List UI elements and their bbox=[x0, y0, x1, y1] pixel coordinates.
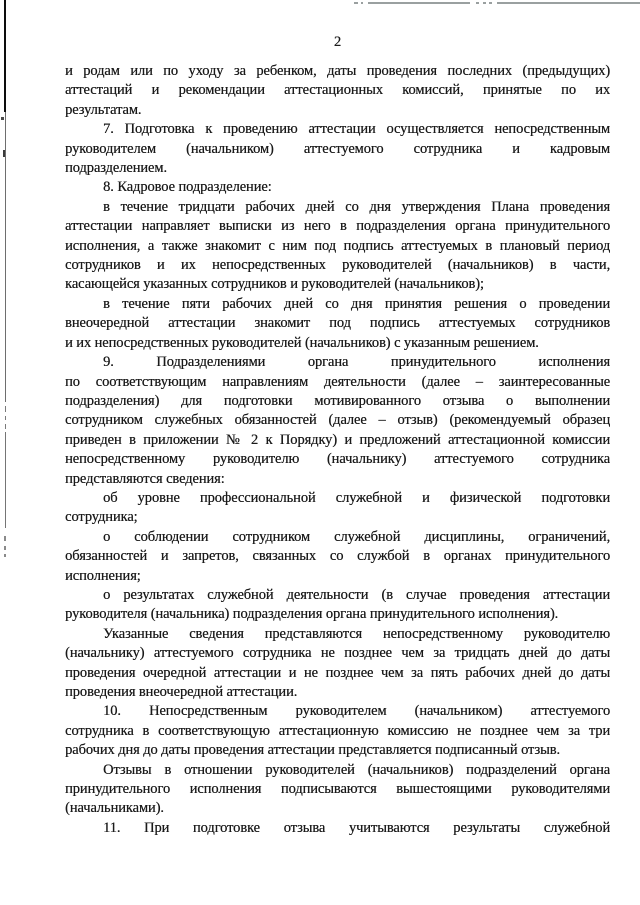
scan-artifact-left-segment bbox=[5, 424, 6, 429]
text-line: обязанностей и запретов, связанных со службой в органах принудительного bbox=[65, 548, 610, 565]
paragraph bbox=[65, 295, 610, 353]
text-line: 11. При подготовке отзыва учитываются результаты служебной bbox=[103, 819, 610, 836]
paragraph bbox=[65, 198, 610, 295]
text-line: исполнения, а также знакомит с ним под подпись аттестуемых в плановый период bbox=[65, 237, 610, 254]
text-line: о соблюдении сотрудником служебной дисциплины, ограничений, bbox=[103, 528, 610, 545]
text-line: результатам. bbox=[65, 101, 142, 118]
text-line: аттестаций и рекомендации аттестационных комиссий, принятые по их bbox=[65, 82, 610, 99]
text-line: (начальниками). bbox=[65, 800, 164, 817]
text-line: внеочередной аттестации знакомит под подпись аттестуемых сотрудников bbox=[65, 315, 610, 332]
text-line: по соответствующим направлениям деятельности (далее – заинтересованные bbox=[65, 373, 610, 390]
scan-artifact-left-segment bbox=[1, 117, 4, 120]
text-line: и их непосредственных руководителей (начальников) с указанным решением. bbox=[65, 334, 539, 351]
text-line: 7. Подготовка к проведению аттестации осуществляется непосредственным bbox=[103, 121, 610, 138]
text-line: 9. Подразделениями органа принудительного исполнения bbox=[103, 354, 610, 371]
text-line: проведения очередной аттестации и не позднее чем за пять рабочих дней до даты bbox=[65, 664, 610, 681]
scan-artifact-top-segment bbox=[361, 2, 363, 4]
paragraph bbox=[65, 489, 610, 528]
paragraph bbox=[65, 62, 610, 120]
scan-artifact-left-segment bbox=[5, 406, 6, 412]
text-line: сотрудника в соответствующую аттестационную комиссию не позднее чем за три bbox=[65, 722, 610, 739]
text-line: Указанные сведения представляются непосредственному руководителю bbox=[103, 625, 610, 642]
text-line: 8. Кадровое подразделение: bbox=[103, 179, 272, 196]
text-line: Отзывы в отношении руководителей (начальников) подразделений органа bbox=[103, 761, 610, 778]
scan-artifact-left-segment bbox=[5, 416, 6, 420]
scan-artifact-left-segment bbox=[4, 0, 6, 112]
text-line: подразделением. bbox=[65, 160, 167, 177]
text-line: непосредственному руководителю (начальнику) аттестуемого сотрудника bbox=[65, 451, 610, 468]
text-line: исполнения; bbox=[65, 567, 141, 584]
text-line: касающейся указанных сотрудников и руководителей (начальников); bbox=[65, 276, 484, 293]
text-line: руководителя (начальника) подразделения органа принудительного исполнения). bbox=[65, 606, 559, 623]
text-line: (начальнику) аттестуемого сотрудника не позднее чем за тридцать дней до даты bbox=[65, 645, 610, 662]
text-line: приведен в приложении № 2 к Порядку) и предложений аттестационной комиссии bbox=[65, 431, 610, 448]
text-line: о результатах служебной деятельности (в случае проведения аттестации bbox=[103, 586, 610, 603]
scan-artifact-left-segment bbox=[4, 554, 6, 557]
text-line: руководителем (начальником) аттестуемого сотрудника и кадровым bbox=[65, 140, 610, 157]
text-line: аттестации направляет выписки из него в подразделения органа принудительного bbox=[65, 218, 610, 235]
scan-artifact-left-segment bbox=[5, 432, 6, 528]
text-line: сотрудника; bbox=[65, 509, 138, 526]
paragraph bbox=[65, 528, 610, 586]
scan-artifact-left-segment bbox=[5, 112, 6, 402]
scan-artifact-left-segment bbox=[4, 536, 6, 541]
text-line: сотрудников и их непосредственных руководителей (начальников) в части, bbox=[65, 257, 610, 274]
text-line: принудительного исполнения подписываются вышестоящими руководителями bbox=[65, 781, 610, 798]
scan-artifact-top-segment bbox=[489, 2, 492, 4]
scan-artifact-top-segment bbox=[497, 2, 640, 4]
scan-artifact-top-segment bbox=[354, 2, 358, 4]
text-line: представляются сведения: bbox=[65, 470, 225, 487]
scan-artifact-top-segment bbox=[476, 2, 479, 4]
paragraph bbox=[65, 702, 610, 760]
text-line: проведения внеочередной аттестации. bbox=[65, 684, 298, 700]
text-line: в течение пяти рабочих дней со дня принятия решения о проведении bbox=[103, 295, 610, 312]
text-line: и родам или по уходу за ребенком, даты проведения последних (предыдущих) bbox=[65, 63, 610, 79]
page-number: 2 bbox=[333, 34, 342, 50]
paragraph bbox=[65, 586, 610, 625]
text-line: сотрудником служебных обязанностей (далее – отзыв) (рекомендуемый образец bbox=[65, 412, 610, 429]
text-line: рабочих дня до даты проведения аттестации представляется подписанный отзыв. bbox=[65, 742, 560, 759]
text-line: подразделения) для подготовки мотивированного отзыва о выполнении bbox=[65, 392, 610, 409]
text-line: в течение тридцати рабочих дней со дня утверждения Плана проведения bbox=[103, 198, 610, 215]
document-body bbox=[65, 62, 610, 838]
paragraph bbox=[65, 120, 610, 178]
paragraph bbox=[65, 625, 610, 703]
text-line: об уровне профессиональной служебной и физической подготовки bbox=[103, 489, 610, 506]
paragraph bbox=[65, 819, 610, 838]
paragraph bbox=[65, 353, 610, 489]
scan-artifact-top-segment bbox=[368, 2, 470, 4]
scan-artifact-left-segment bbox=[4, 546, 6, 550]
text-line: 10. Непосредственным руководителем (начальником) аттестуемого bbox=[103, 703, 610, 720]
scan-artifact-top-segment bbox=[483, 2, 486, 4]
paragraph bbox=[65, 178, 610, 197]
paragraph bbox=[65, 761, 610, 819]
